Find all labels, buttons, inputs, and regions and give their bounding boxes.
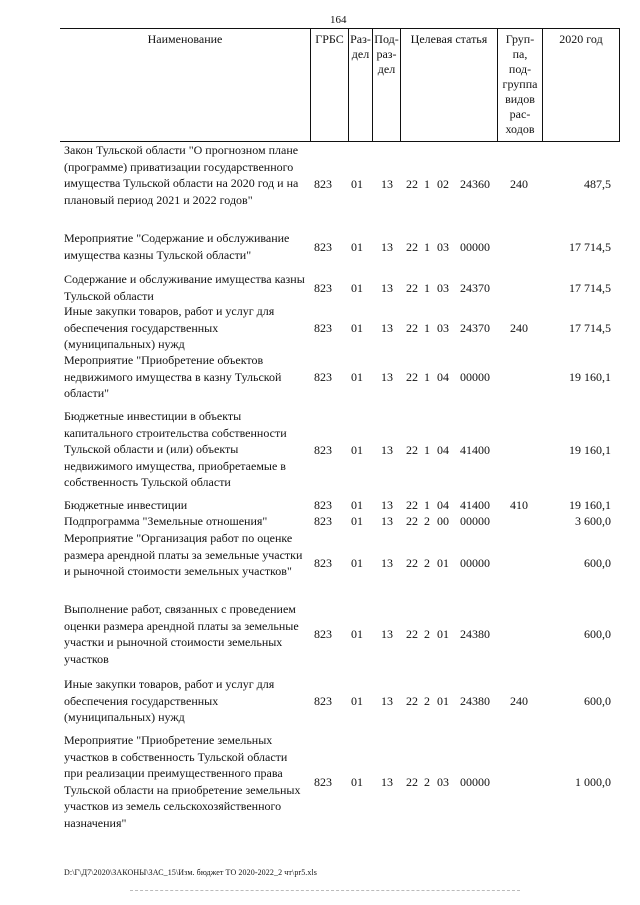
row-target-2: 1 <box>424 281 430 295</box>
row-target-2: 1 <box>424 498 430 512</box>
row-razdel: 01 <box>351 443 363 457</box>
row-razdel: 01 <box>351 627 363 641</box>
row-grbs: 823 <box>314 775 332 789</box>
row-target-4: 24380 <box>460 627 490 641</box>
row-podrazdel: 13 <box>381 240 393 254</box>
row-name: Выполнение работ, связанных с проведением оценки размера арендной платы за земельные участки и рыночной стоимости земельных участков <box>64 602 299 666</box>
footer-divider <box>130 890 520 891</box>
row-grbs: 823 <box>314 556 332 570</box>
row-amount: 17 714,5 <box>569 240 611 254</box>
header-year: 2020 год <box>542 29 620 141</box>
row-podrazdel: 13 <box>381 627 393 641</box>
row-target-2: 1 <box>424 370 430 384</box>
row-razdel: 01 <box>351 556 363 570</box>
row-target-3: 04 <box>437 370 449 384</box>
row-podrazdel: 13 <box>381 177 393 191</box>
row-grbs: 823 <box>314 281 332 295</box>
row-target-4: 00000 <box>460 370 490 384</box>
row-target-4: 41400 <box>460 498 490 512</box>
row-amount: 17 714,5 <box>569 321 611 335</box>
row-target-4: 00000 <box>460 556 490 570</box>
row-razdel: 01 <box>351 498 363 512</box>
row-target-2: 2 <box>424 514 430 528</box>
row-name: Мероприятие "Организация работ по оценке размера арендной платы за земельные участки и рыночной стоимости земельных участков" <box>64 531 303 578</box>
row-target-3: 02 <box>437 177 449 191</box>
row-name: Иные закупки товаров, работ и услуг для обеспечения государственных (муниципальных) нужд <box>64 677 275 724</box>
row-target-3: 04 <box>437 498 449 512</box>
table-row <box>60 408 620 492</box>
row-target-3: 03 <box>437 281 449 295</box>
row-amount: 1 000,0 <box>575 775 611 789</box>
row-target-3: 04 <box>437 443 449 457</box>
row-amount: 17 714,5 <box>569 281 611 295</box>
row-grbs: 823 <box>314 177 332 191</box>
row-grbs: 823 <box>314 370 332 384</box>
row-target-4: 24360 <box>460 177 490 191</box>
row-amount: 3 600,0 <box>575 514 611 528</box>
table-row <box>60 303 620 353</box>
row-target-1: 22 <box>406 281 418 295</box>
row-target-2: 1 <box>424 443 430 457</box>
row-name: Мероприятие "Содержание и обслуживание имущества казны Тульской области" <box>64 231 290 262</box>
header-name: Наименование <box>147 32 223 46</box>
row-podrazdel: 13 <box>381 498 393 512</box>
row-amount: 19 160,1 <box>569 498 611 512</box>
row-name: Бюджетные инвестиции <box>64 498 188 512</box>
table-row <box>60 601 620 667</box>
row-target-4: 24380 <box>460 694 490 708</box>
row-target-4: 24370 <box>460 281 490 295</box>
row-target-2: 1 <box>424 321 430 335</box>
row-target-4: 00000 <box>460 514 490 528</box>
table-row <box>60 530 620 596</box>
row-target-3: 01 <box>437 627 449 641</box>
row-target-1: 22 <box>406 370 418 384</box>
row-podrazdel: 13 <box>381 556 393 570</box>
row-target-1: 22 <box>406 177 418 191</box>
row-target-3: 03 <box>437 321 449 335</box>
row-target-1: 22 <box>406 514 418 528</box>
row-target-2: 2 <box>424 627 430 641</box>
table-row <box>60 271 620 305</box>
header-podrazdel: Под- раз- дел <box>372 29 400 141</box>
row-target-2: 1 <box>424 240 430 254</box>
row-target-3: 03 <box>437 240 449 254</box>
row-grbs: 823 <box>314 240 332 254</box>
row-amount: 600,0 <box>584 694 611 708</box>
row-target-1: 22 <box>406 443 418 457</box>
table-row <box>60 676 620 726</box>
row-target-1: 22 <box>406 556 418 570</box>
header-target: Целевая статья <box>400 29 497 141</box>
row-amount: 19 160,1 <box>569 443 611 457</box>
row-podrazdel: 13 <box>381 281 393 295</box>
row-amount: 600,0 <box>584 556 611 570</box>
row-target-2: 2 <box>424 694 430 708</box>
table-header <box>60 28 620 142</box>
row-group: 240 <box>510 694 528 708</box>
table-row <box>60 732 620 832</box>
row-target-3: 00 <box>437 514 449 528</box>
row-target-1: 22 <box>406 321 418 335</box>
row-target-4: 00000 <box>460 240 490 254</box>
row-target-1: 22 <box>406 498 418 512</box>
row-razdel: 01 <box>351 370 363 384</box>
row-razdel: 01 <box>351 694 363 708</box>
row-group: 410 <box>510 498 528 512</box>
row-target-1: 22 <box>406 627 418 641</box>
row-podrazdel: 13 <box>381 775 393 789</box>
table-row <box>60 513 620 531</box>
row-target-1: 22 <box>406 240 418 254</box>
row-target-3: 01 <box>437 694 449 708</box>
row-name: Иные закупки товаров, работ и услуг для обеспечения государственных (муниципальных) нужд <box>64 304 275 351</box>
row-razdel: 01 <box>351 321 363 335</box>
row-grbs: 823 <box>314 443 332 457</box>
page-number: 164 <box>330 14 347 26</box>
row-podrazdel: 13 <box>381 514 393 528</box>
row-name: Мероприятие "Приобретение земельных участков в собственность Тульской области при реализации преимущественного права Тульской области на приобретение земельных участков из земель сельскохозяйственного назначения" <box>64 733 301 830</box>
row-name: Содержание и обслуживание имущества казны Тульской области <box>64 272 305 303</box>
row-grbs: 823 <box>314 514 332 528</box>
row-podrazdel: 13 <box>381 370 393 384</box>
row-target-1: 22 <box>406 694 418 708</box>
header-grbs: ГРБС <box>310 29 348 141</box>
row-grbs: 823 <box>314 498 332 512</box>
table-row <box>60 230 620 264</box>
row-podrazdel: 13 <box>381 321 393 335</box>
table-row <box>60 352 620 402</box>
row-grbs: 823 <box>314 627 332 641</box>
row-target-2: 2 <box>424 775 430 789</box>
row-amount: 600,0 <box>584 627 611 641</box>
row-razdel: 01 <box>351 240 363 254</box>
row-target-4: 24370 <box>460 321 490 335</box>
table-row <box>60 142 620 226</box>
row-target-2: 2 <box>424 556 430 570</box>
row-group: 240 <box>510 321 528 335</box>
footer-file-path: D:\Г\Д7\2020\ЗАКОНЫ\ЗАС_15\Изм. бюджет ТО 2020-2022_2 чт\pr5.xls <box>64 868 318 877</box>
row-amount: 19 160,1 <box>569 370 611 384</box>
header-group: Груп- па, под- группа видов рас- ходов <box>497 29 542 141</box>
row-amount: 487,5 <box>584 177 611 191</box>
row-razdel: 01 <box>351 281 363 295</box>
row-podrazdel: 13 <box>381 443 393 457</box>
row-razdel: 01 <box>351 775 363 789</box>
row-target-3: 01 <box>437 556 449 570</box>
row-target-1: 22 <box>406 775 418 789</box>
row-grbs: 823 <box>314 694 332 708</box>
header-razdel: Раз- дел <box>348 29 372 141</box>
row-group: 240 <box>510 177 528 191</box>
row-razdel: 01 <box>351 177 363 191</box>
row-name: Бюджетные инвестиции в объекты капитального строительства собственности Тульской области и (или) объекты недвижимого имущества, приобретаемые в собственность Тульской области <box>64 409 287 489</box>
row-target-4: 00000 <box>460 775 490 789</box>
row-target-3: 03 <box>437 775 449 789</box>
row-name: Подпрограмма "Земельные отношения" <box>64 514 268 528</box>
row-podrazdel: 13 <box>381 694 393 708</box>
row-target-2: 1 <box>424 177 430 191</box>
row-name: Закон Тульской области "О прогнозном плане (программе) приватизации государственного имущества Тульской области на 2020 год и на плановый период 2021 и 2022 годов" <box>64 143 299 207</box>
row-razdel: 01 <box>351 514 363 528</box>
row-grbs: 823 <box>314 321 332 335</box>
row-name: Мероприятие "Приобретение объектов недвижимого имущества в казну Тульской области" <box>64 353 282 400</box>
row-target-4: 41400 <box>460 443 490 457</box>
